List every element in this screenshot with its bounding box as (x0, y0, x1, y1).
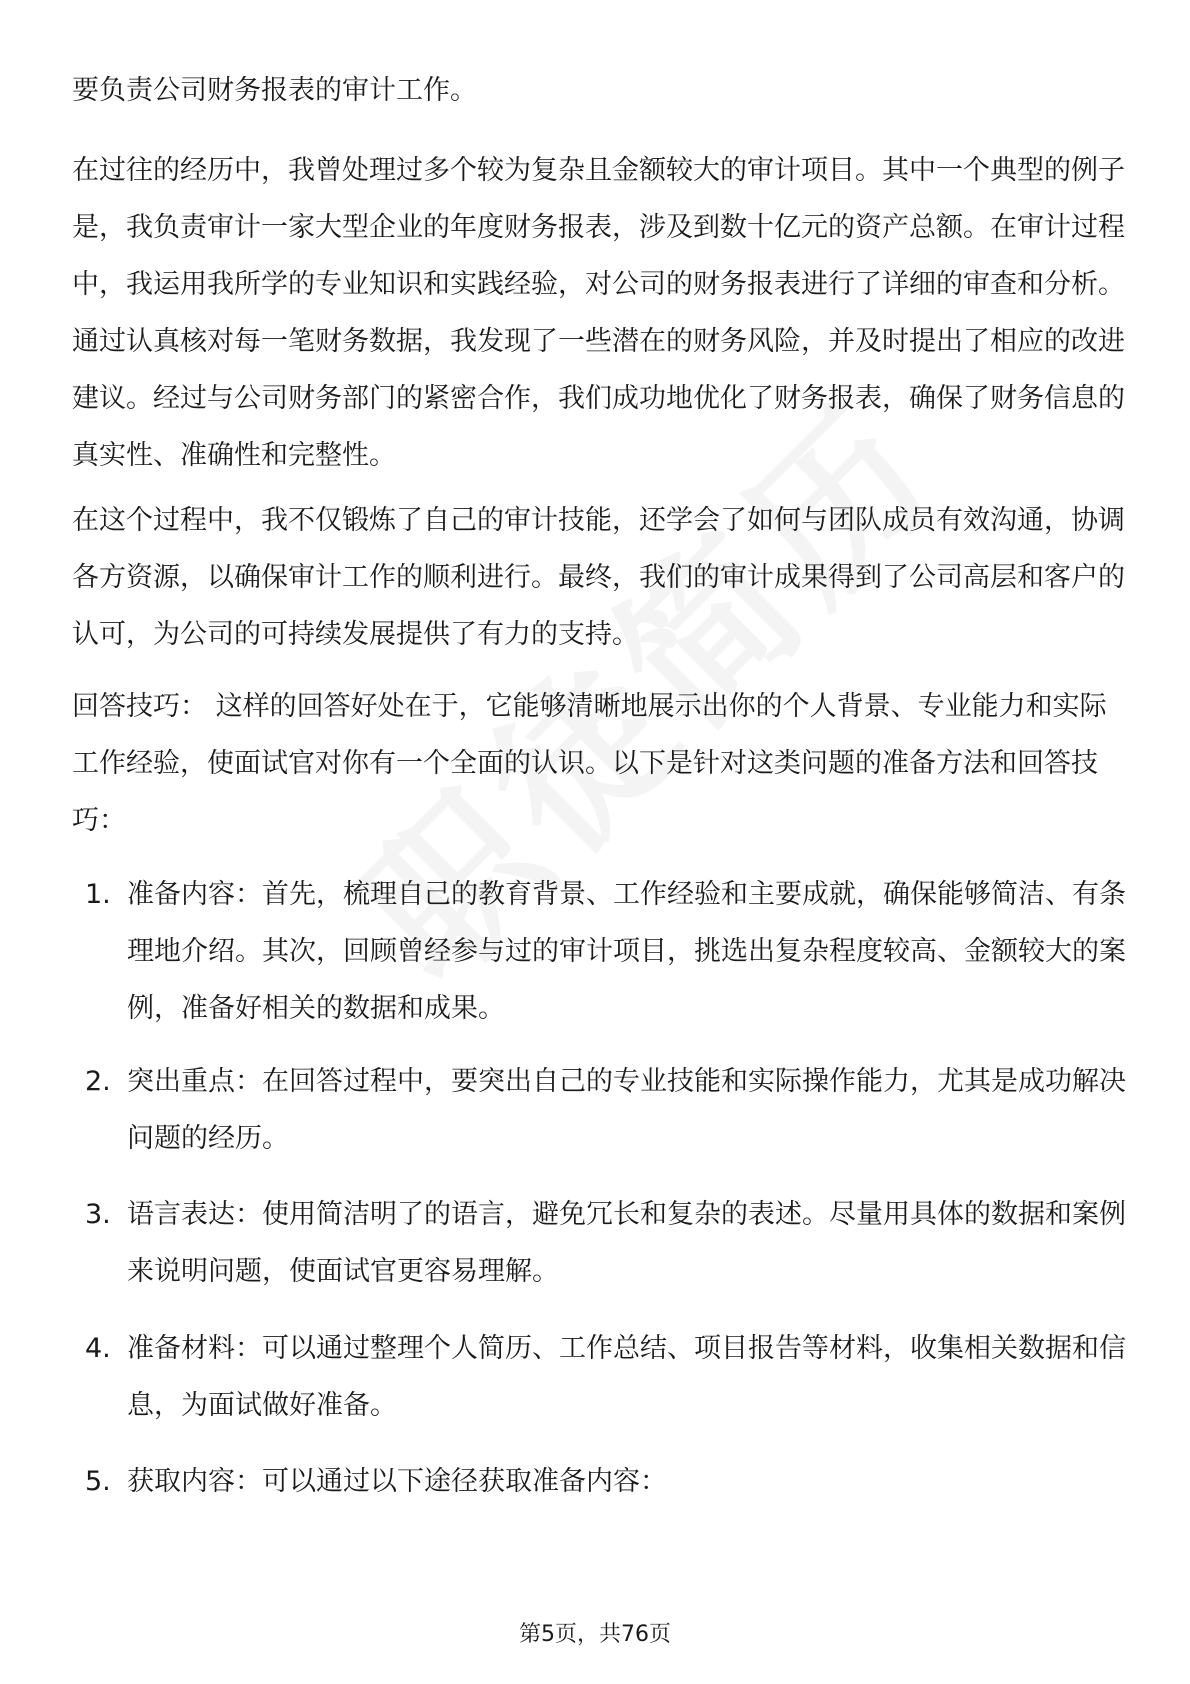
list-item (85, 1453, 1128, 1510)
list-text: 获取内容：可以通过以下途径获取准备内容： (127, 1466, 667, 1497)
page-number: 第5页，共76页 (519, 1622, 671, 1647)
list-item (85, 866, 1128, 1037)
paragraph: 在过往的经历中，我曾处理过多个较为复杂且金额较大的审计项目。其中一个典型的例子是，我负责审计一家大型企业的年度财务报表，涉及到数十亿元的资产总额。在审计过程中，我运用我所学的专业知识和实践经验，对公司的财务报表进行了详细的审查和分析。通过认真核对每一笔财务数据，我发现了一些潜在的财务风险，并及时提出了相应的改进建议。经过与公司财务部门的紧密合作，我们成功地优化了财务报表，确保了财务信息的真实性、准确性和完整性。 (72, 155, 1125, 471)
list-number: 2. (85, 1066, 111, 1097)
list-text: 准备内容：首先，梳理自己的教育背景、工作经验和主要成就，确保能够简洁、有条理地介绍。其次，回顾曾经参与过的审计项目，挑选出复杂程度较高、金额较大的案例，准备好相关的数据和成果。 (127, 879, 1126, 1024)
list-item (85, 1053, 1128, 1167)
list-text: 语言表达：使用简洁明了的语言，避免冗长和复杂的表述。尽量用具体的数据和案例来说明问题，使面试官更容易理解。 (127, 1199, 1126, 1287)
list-number: 5. (85, 1466, 111, 1497)
list-number: 4. (85, 1333, 111, 1364)
list-number: 1. (85, 879, 111, 910)
list-number: 3. (85, 1199, 111, 1230)
paragraph: 回答技巧： 这样的回答好处在于，它能够清晰地展示出你的个人背景、专业能力和实际工作经验，使面试官对你有一个全面的认识。以下是针对这类问题的准备方法和回答技巧： (72, 691, 1107, 836)
list-text: 准备材料：可以通过整理个人简历、工作总结、项目报告等材料，收集相关数据和信息，为面试做好准备。 (127, 1333, 1126, 1421)
paragraph: 在这个过程中，我不仅锻炼了自己的审计技能，还学会了如何与团队成员有效沟通，协调各方资源，以确保审计工作的顺利进行。最终，我们的审计成果得到了公司高层和客户的认可，为公司的可持续发展提供了有力的支持。 (72, 505, 1125, 650)
paragraph: 要负责公司财务报表的审计工作。 (72, 75, 477, 106)
list-item (85, 1320, 1128, 1434)
list-text: 突出重点：在回答过程中，要突出自己的专业技能和实际操作能力，尤其是成功解决问题的经历。 (127, 1066, 1126, 1154)
list-item (85, 1186, 1128, 1300)
